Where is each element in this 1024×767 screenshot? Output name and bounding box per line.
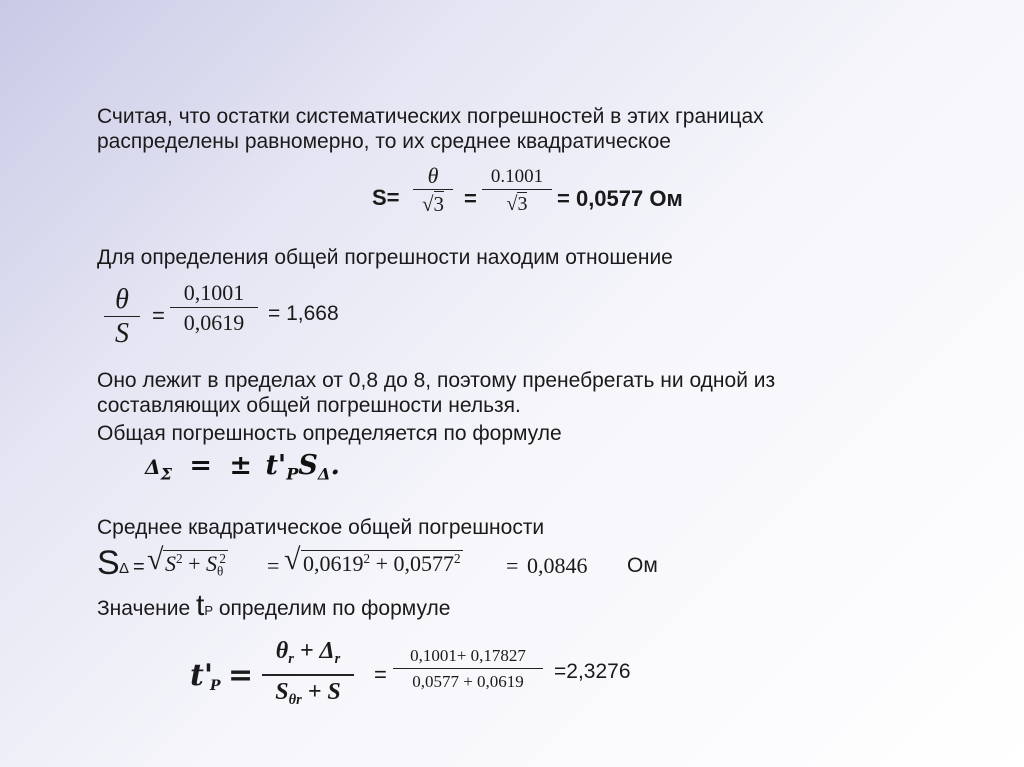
numerator: 0,1001 [183, 280, 245, 305]
sqrt-icon: √ [284, 543, 301, 576]
text-line: Оно лежит в пределах от 0,8 до 8, поэтому пренебрегать ни одной из [97, 369, 776, 392]
text-line: распределены равномерно, то их среднее квадратическое [97, 130, 671, 153]
equals: = [152, 303, 165, 328]
equals: = [464, 186, 477, 211]
numerator: θ [115, 284, 129, 315]
numerator: 0,1001+ 0,17827 [410, 646, 526, 665]
formula-result: =2,3276 [554, 660, 631, 683]
numerator: θ [427, 163, 439, 188]
numerator: 0.1001 [490, 166, 544, 187]
sqrt-icon: √ [421, 192, 434, 216]
sqrt-icon: √ [506, 193, 518, 215]
slide: Считая, что остатки систематических погрешностей в этих границах распределены равномерно, то их среднее квадратическое S= θ √3 = 0.1001 √3 = 0,0577 Ом Для определения общей погрешности находим отношение θ S = 0,1001 0,0619 = 1,668 Оно лежит в пределах от 0,8 до 8, поэтому пренебрегать ни одной из составляющих общей погрешности нельзя. Общая погрешность определяется по формуле $\Delta_\Sigma$ = ± $t'_PS_\Delta$. Среднее квадратическое общей погрешности S Δ = √ $S^2 + S_\theta^2$ = √ 0,0619$^2$ + 0,0577$^2$ = 0,0846 Ом Значение tP определим по формуле t' P = $\theta_r + \Delta_r$ $S_{\theta r} + S$ = 0,1001+ 0,17827 0,0577 + 0,0619 =2,3276 [0, 0, 1024, 767]
formula-result: 0,0846 [527, 553, 588, 578]
denominator: 0,0577 + 0,0619 [412, 672, 524, 691]
fraction-values [393, 644, 543, 695]
denominator: 3 [433, 192, 445, 216]
text-line: Значение tP определим по формуле [97, 589, 451, 622]
text-line: Считая, что остатки систематических погрешностей в этих границах [97, 105, 764, 128]
denominator: S [115, 318, 129, 349]
fraction-theta-sqrt3 [413, 163, 453, 218]
fraction-values [170, 279, 258, 338]
text-line: Среднее квадратическое общей погрешности [97, 516, 545, 539]
text-line: Для определения общей погрешности находим отношение [97, 246, 673, 269]
fraction-symbolic: $\theta_r + \Delta_r$ $S_{\theta r} + S$ [262, 636, 354, 716]
fraction-theta-s [104, 284, 140, 351]
formula-result: = 0,0577 Ом [557, 186, 683, 211]
s-symbol: S [97, 544, 120, 582]
text-line: Общая погрешность определяется по формуле [97, 422, 562, 445]
sqrt-icon: √ [147, 543, 164, 576]
delta-symbol: Δ [145, 455, 161, 479]
denominator: 3 [517, 193, 528, 215]
text-line: составляющих общей погрешности нельзя. [97, 394, 521, 417]
formula-total-error: $\Delta_\Sigma$ = ± $t'_PS_\Delta$. [145, 450, 340, 484]
formula-result: = 1,668 [268, 302, 339, 325]
unit: Ом [627, 554, 658, 577]
formula-lhs: S= [372, 185, 400, 210]
denominator: 0,0619 [183, 310, 245, 335]
fraction-value-sqrt3 [482, 165, 552, 218]
